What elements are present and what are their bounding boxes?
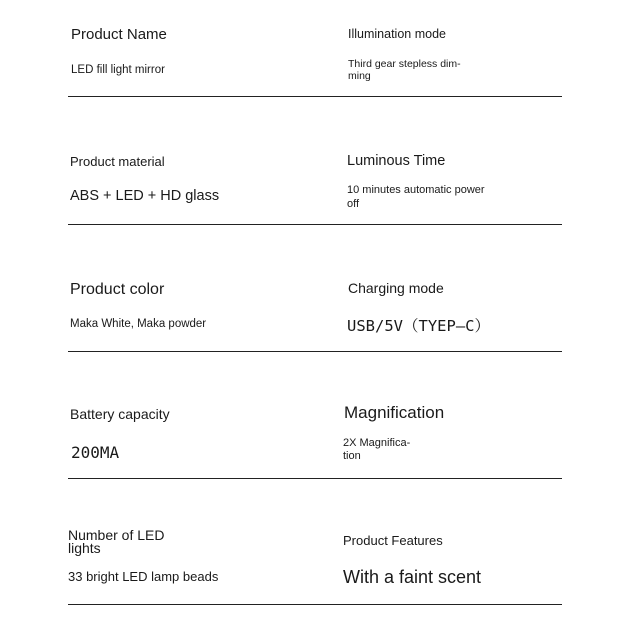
row-divider (68, 604, 562, 605)
row-divider (68, 224, 562, 225)
label-product-name: Product Name (71, 26, 167, 43)
value-battery-capacity: 200MA (71, 443, 120, 462)
value-magnification-line1: 2X Magnifica- (343, 437, 411, 449)
row-divider (68, 478, 562, 479)
label-magnification: Magnification (344, 403, 445, 422)
row-divider (68, 96, 562, 97)
label-product-color: Product color (70, 281, 165, 298)
value-product-color: Maka White, Maka powder (70, 318, 207, 330)
value-magnification-line2: tion (343, 450, 361, 462)
row-divider (68, 351, 562, 352)
value-number-of-led-lights: 33 bright LED lamp beads (68, 569, 219, 584)
label-luminous-time: Luminous Time (347, 153, 446, 169)
value-illumination-mode-line2: ming (348, 70, 371, 82)
label-charging-mode: Charging mode (348, 280, 444, 296)
label-number-of-led-lights-line1: Number of LED (68, 527, 165, 543)
label-number-of-led-lights-line2: lights (68, 540, 101, 556)
value-luminous-time-line2: off (347, 198, 360, 210)
value-charging-mode: USB/5V（TYEP—C） (347, 317, 490, 335)
value-product-material: ABS + LED + HD glass (70, 188, 220, 204)
value-illumination-mode-line1: Third gear stepless dim- (348, 58, 461, 70)
value-product-features: With a faint scent (343, 567, 482, 587)
label-product-features: Product Features (343, 533, 443, 548)
value-product-name: LED fill light mirror (71, 64, 165, 76)
value-luminous-time-line1: 10 minutes automatic power (347, 184, 485, 196)
label-battery-capacity: Battery capacity (70, 406, 170, 422)
label-product-material: Product material (70, 154, 165, 169)
label-illumination-mode: Illumination mode (348, 27, 446, 41)
